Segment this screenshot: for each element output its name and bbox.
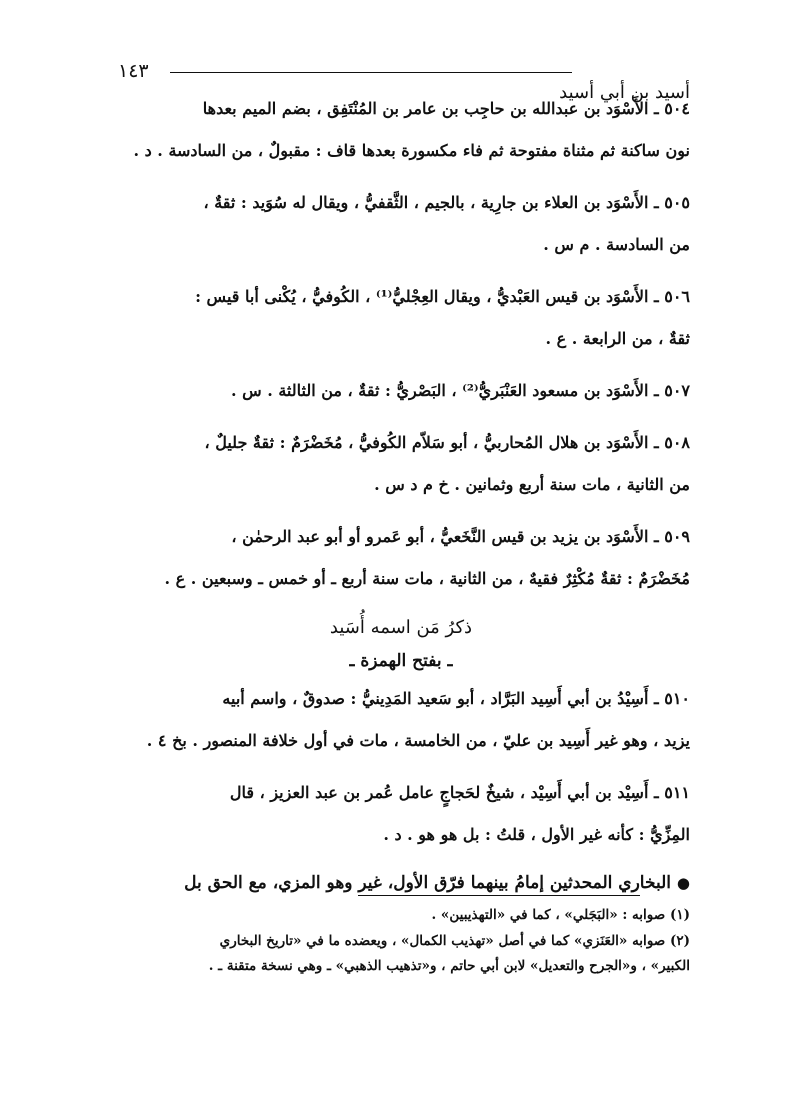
entry-line: ٥١١ ـ أَسِيْد بن أبي أَسِيْد ، شيخٌ لحَجاجٍ عامل عُمر بن عبد العزيز ، قال [229,782,690,802]
entry-510 [112,685,690,769]
footnote-1: (١) صوابه : «البَجَلي» ، كما في «التهذيبين» . [431,907,690,923]
header-rule [170,72,572,73]
bullet-icon: ● [676,873,690,892]
entry-line: ٥٠٤ ـ الأَسْوَد بن عبدالله بن حاجِب بن عامر بن المُنْتَفِق ، بضم الميم بعدها [202,99,690,118]
entry-509 [112,523,690,607]
editor-note-text: البخاري المحدثين إمامُ بينهما فرّق الأول، غير وهو المزي، مع الحق بل [184,872,671,893]
section-subtitle: ـ بفتح الهمزة ـ [349,650,453,671]
entry-line: نون ساكنة ثم مثناة مفتوحة ثم فاء مكسورة بعدها قاف : مقبولٌ ، من السادسة . د . [133,141,690,160]
entry-line: ثقةٌ ، من الرابعة . ع . [545,329,690,348]
entry-line: ٥٠٨ ـ الأَسْوَد بن هلال المُحاربيُّ ، أبو سَلاّم الكُوفيُّ ، مُخَضْرَمٌ : ثقةٌ جليلٌ ، [204,433,690,452]
main-text [112,95,690,893]
footnote-2-continued: الكبير» ، و«الجرح والتعديل» لابن أبي حاتم ، و«تذهيب الذهبي» ـ وهي نسخة متقنة ـ . [208,958,690,975]
entry-line: ٥٠٦ ـ الأَسْوَد بن قيس العَبْديُّ ، ويقال العِجْليُّ⁽¹⁾ ، الكُوفيُّ ، يُكْنى أبا قيس : [195,287,690,306]
entry-505 [112,189,690,273]
page-number: ١٤٣ [118,60,149,82]
entry-line: من السادسة . م س . [543,235,690,254]
entry-line: المِزِّيُّ : كأنه غير الأول ، قلتُ : بل هو هو . د . [383,824,690,844]
entry-line: من الثانية ، مات سنة أربع وثمانين . خ م د س . [374,475,690,494]
section-title: ذكرُ مَن اسمه أُسَيد [329,617,473,638]
footnotes [112,905,690,982]
entry-504 [112,95,690,179]
running-head: أسيد بن أبي أسيد [559,82,690,103]
entry-line: ٥٠٧ ـ الأَسْوَد بن مسعود العَنْبَريُّ⁽²⁾ ، البَصْريُّ : ثقةٌ ، من الثالثة . س . [230,381,690,400]
footnote-rule [358,895,640,896]
entry-511 [112,779,690,863]
footnote-2: (٢) صوابه «العَنَزي» كما في أصل «تهذيب الكمال» ، ويعضده ما في «تاريخ البخاري [219,932,690,949]
entry-line: يزيد ، وهو غير أَسِيد بن عليّ ، من الخامسة ، مات في أول خلافة المنصور . بخ ٤ . [146,730,690,750]
entry-506 [112,283,690,367]
entry-507 [112,377,690,419]
entry-line: ٥١٠ ـ أَسِيْدُ بن أبي أَسِيد البَرَّاد ، أبو سَعيد المَدِينيُّ : صدوقٌ ، واسم أبيه [222,688,690,708]
entry-line: ٥٠٩ ـ الأَسْوَد بن يزيد بن قيس النَّخَعيُّ ، أبو عَمرو أو أبو عبد الرحمٰن ، [231,527,690,546]
entry-line: مُخَضْرَمٌ : ثقةٌ مُكْثِرٌ فقيهٌ ، من الثانية ، مات سنة أربع ـ أو خمس ـ وسبعين . ع . [164,569,690,588]
entry-line: ٥٠٥ ـ الأَسْوَد بن العلاء بن جارِية ، بالجيم ، الثَّقفيُّ ، ويقال له سُوَيد : ثقةٌ ، [203,193,690,212]
editor-note [112,873,690,893]
entry-508 [112,429,690,513]
